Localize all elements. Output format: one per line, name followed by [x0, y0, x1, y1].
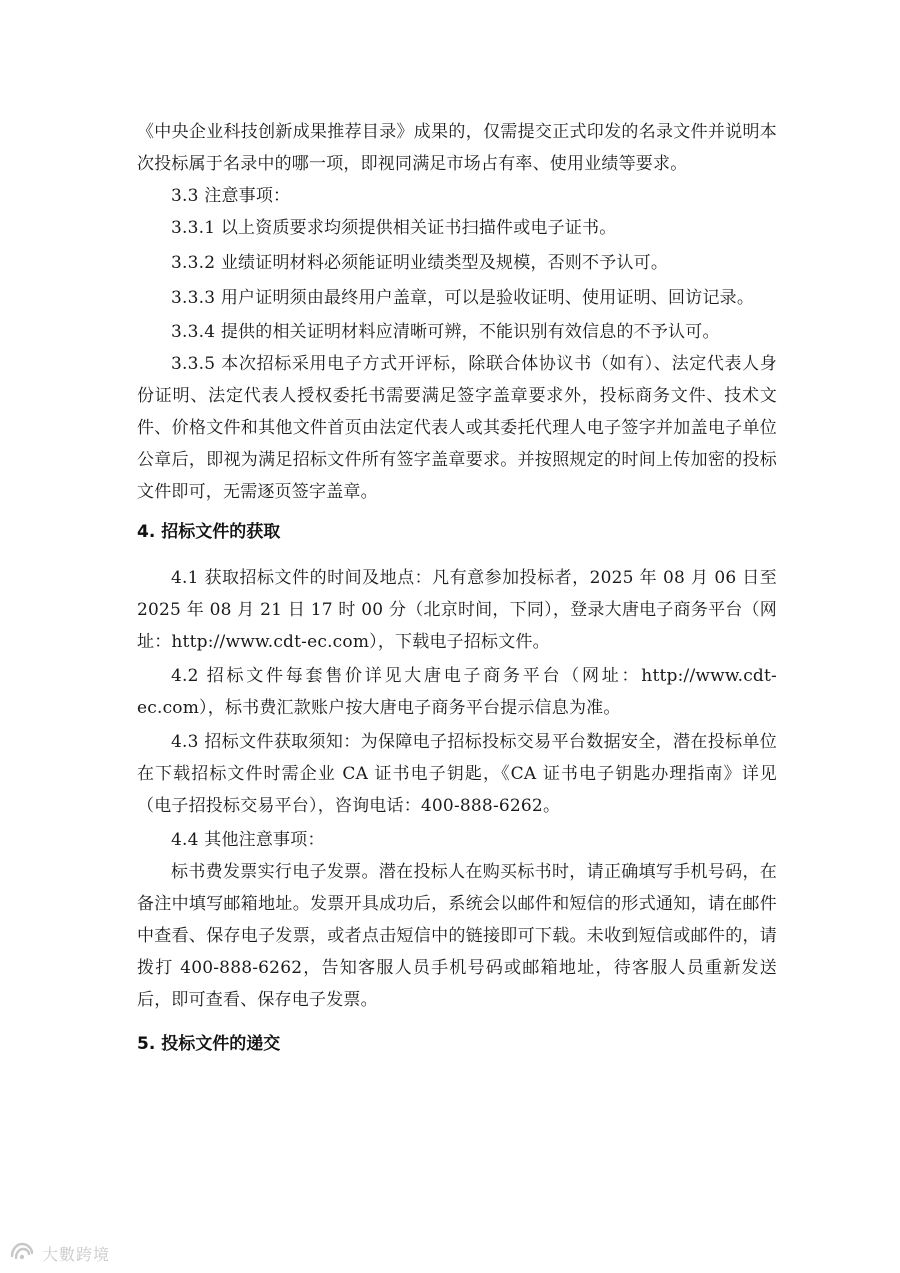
paragraph-3-3-1: 3.3.1 以上资质要求均须提供相关证书扫描件或电子证书。	[171, 218, 617, 238]
paragraph-3-3-2: 3.3.2 业绩证明材料必须能证明业绩类型及规模，否则不予认可。	[171, 253, 669, 273]
paragraph-3-3-3: 3.3.3 用户证明须由最终用户盖章，可以是验收证明、使用证明、回访记录。	[171, 288, 755, 308]
paragraph-4-1: 4.1 获取招标文件的时间及地点：凡有意参加投标者，2025 年 08 月 06 日至 2025 年 08 月 21 日 17 时 00 分（北京时间，下同），登录大唐电子商务平台（网址：http://www.cdt-ec.com），下载电子招标文件。	[137, 568, 777, 652]
watermark	[8, 1240, 110, 1266]
paragraph-3-3-5: 3.3.5 本次招标采用电子方式开评标，除联合体协议书（如有）、法定代表人身份证明、法定代表人授权委托书需要满足签字盖章要求外，投标商务文件、技术文件、价格文件和其他文件首页由法定代表人或其委托代理人电子签字并加盖电子单位公章后，即视为满足招标文件所有签字盖章要求。并按照规定的时间上传加密的投标文件即可，无需逐页签字盖章。	[137, 354, 777, 502]
paragraph-intro: 《中央企业科技创新成果推荐目录》成果的，仅需提交正式印发的名录文件并说明本次投标属于名录中的哪一项，即视同满足市场占有率、使用业绩等要求。	[137, 122, 777, 174]
paragraph-4-3: 4.3 招标文件获取须知：为保障电子招标投标交易平台数据安全，潜在投标单位在下载招标文件时需企业 CA 证书电子钥匙，《CA 证书电子钥匙办理指南》详见（电子招投标交易平台），咨询电话：400-888-6262。	[137, 732, 777, 816]
paragraph-4-2: 4.2 招标文件每套售价详见大唐电子商务平台（网址：http://www.cdt-ec.com），标书费汇款账户按大唐电子商务平台提示信息为准。	[137, 666, 777, 718]
paragraph-3-3-4: 3.3.4 提供的相关证明材料应清晰可辨，不能识别有效信息的不予认可。	[171, 322, 720, 342]
section-4-heading: 4. 招标文件的获取	[137, 522, 281, 542]
section-3-3-title: 3.3 注意事项：	[171, 186, 291, 206]
paragraph-4-4-body: 标书费发票实行电子发票。潜在投标人在购买标书时，请正确填写手机号码，在备注中填写邮箱地址。发票开具成功后，系统会以邮件和短信的形式通知，请在邮件中查看、保存电子发票，或者点击短信中的链接即可下载。未收到短信或邮件的，请拨打 400-888-6262，告知客服人员手机号码或邮箱地址，待客服人员重新发送后，即可查看、保存电子发票。	[137, 862, 777, 1010]
watermark-text: 大數跨境	[42, 1244, 111, 1264]
paragraph-4-4-title: 4.4 其他注意事项：	[171, 830, 325, 850]
section-5-heading: 5. 投标文件的递交	[137, 1034, 281, 1054]
brand-logo-icon	[8, 1240, 36, 1266]
